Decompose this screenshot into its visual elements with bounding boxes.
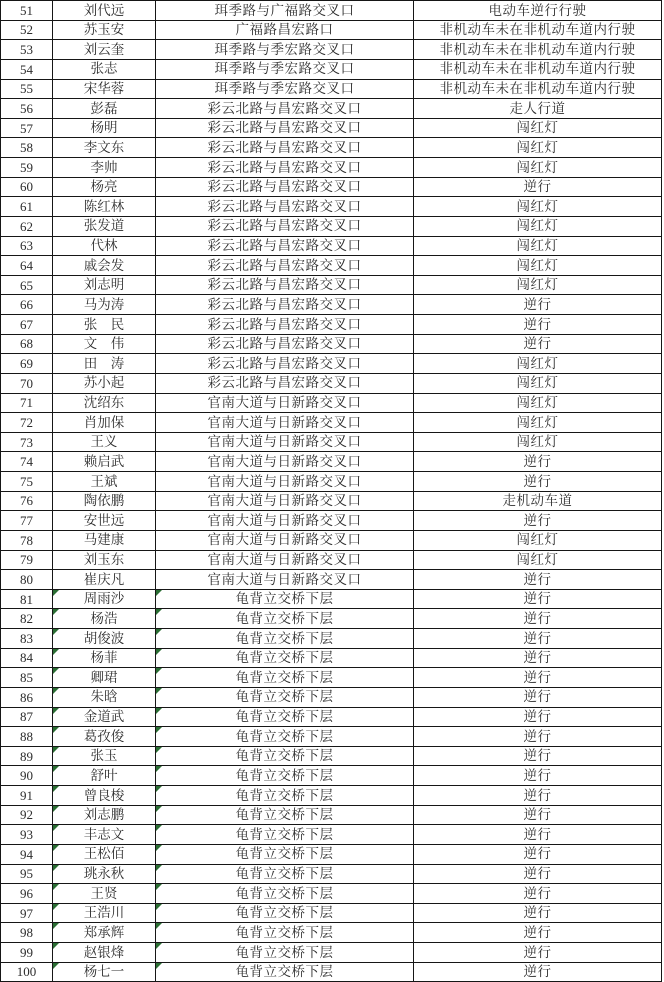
- cell-name[interactable]: 刘志鹏: [53, 806, 156, 825]
- cell-violation[interactable]: 逆行: [414, 884, 662, 903]
- cell-name[interactable]: 王义: [53, 433, 156, 452]
- cell-name[interactable]: 杨亮: [53, 178, 156, 197]
- cell-row-number[interactable]: 51: [1, 1, 53, 20]
- cell-row-number[interactable]: 98: [1, 923, 53, 942]
- cell-location[interactable]: 龟背立交桥下层: [156, 688, 414, 707]
- cell-violation[interactable]: 逆行: [414, 786, 662, 805]
- cell-location[interactable]: 龟背立交桥下层: [156, 786, 414, 805]
- table-row: [1, 551, 662, 571]
- table-row: [1, 766, 662, 786]
- cell-violation[interactable]: 逆行: [414, 511, 662, 530]
- cell-name[interactable]: 陈红林: [53, 197, 156, 216]
- cell-row-number[interactable]: 63: [1, 237, 53, 256]
- cell-location[interactable]: 龟背立交桥下层: [156, 884, 414, 903]
- cell-name[interactable]: 宋华蓉: [53, 80, 156, 99]
- cell-name[interactable]: 周雨沙: [53, 590, 156, 609]
- cell-error-marker-icon: [53, 786, 59, 792]
- table-row: [1, 727, 662, 747]
- cell-row-number[interactable]: 59: [1, 158, 53, 177]
- cell-error-marker-icon: [156, 747, 162, 753]
- table-row: [1, 963, 662, 982]
- cell-violation[interactable]: 闯红灯: [414, 197, 662, 216]
- cell-name[interactable]: 彭磊: [53, 99, 156, 118]
- cell-error-marker-icon: [53, 943, 59, 949]
- cell-violation[interactable]: 闯红灯: [414, 217, 662, 236]
- cell-error-marker-icon: [53, 590, 59, 596]
- cell-row-number[interactable]: 91: [1, 786, 53, 805]
- table-row: [1, 119, 662, 139]
- cell-row-number[interactable]: 83: [1, 629, 53, 648]
- table-row: [1, 865, 662, 885]
- cell-violation[interactable]: 逆行: [414, 295, 662, 314]
- cell-row-number[interactable]: 55: [1, 80, 53, 99]
- cell-violation[interactable]: 逆行: [414, 178, 662, 197]
- cell-name[interactable]: 安世远: [53, 511, 156, 530]
- cell-violation[interactable]: 逆行: [414, 629, 662, 648]
- cell-name[interactable]: 刘代远: [53, 1, 156, 20]
- cell-row-number[interactable]: 78: [1, 531, 53, 550]
- cell-row-number[interactable]: 75: [1, 472, 53, 491]
- cell-violation[interactable]: 逆行: [414, 865, 662, 884]
- cell-violation[interactable]: 闯红灯: [414, 433, 662, 452]
- cell-error-marker-icon: [156, 688, 162, 694]
- cell-error-marker-icon: [156, 649, 162, 655]
- cell-violation[interactable]: 闯红灯: [414, 237, 662, 256]
- cell-violation[interactable]: 逆行: [414, 452, 662, 471]
- table-row: [1, 237, 662, 257]
- table-row: [1, 256, 662, 276]
- cell-violation[interactable]: 逆行: [414, 649, 662, 668]
- cell-violation[interactable]: 非机动车未在非机动车道内行驶: [414, 21, 662, 40]
- cell-location[interactable]: 珥季路与广福路交叉口: [156, 1, 414, 20]
- cell-row-number[interactable]: 85: [1, 668, 53, 687]
- cell-location[interactable]: 官南大道与日新路交叉口: [156, 394, 414, 413]
- table-row: [1, 531, 662, 551]
- cell-location[interactable]: 龟背立交桥下层: [156, 590, 414, 609]
- cell-row-number[interactable]: 52: [1, 21, 53, 40]
- cell-violation[interactable]: 逆行: [414, 609, 662, 628]
- cell-name[interactable]: 张 民: [53, 315, 156, 334]
- cell-name[interactable]: 李文东: [53, 138, 156, 157]
- cell-violation[interactable]: 闯红灯: [414, 531, 662, 550]
- cell-location[interactable]: 龟背立交桥下层: [156, 923, 414, 942]
- cell-error-marker-icon: [53, 727, 59, 733]
- cell-name[interactable]: 刘玉东: [53, 551, 156, 570]
- cell-location[interactable]: 龟背立交桥下层: [156, 865, 414, 884]
- cell-row-number[interactable]: 96: [1, 884, 53, 903]
- cell-name[interactable]: 田 涛: [53, 354, 156, 373]
- cell-row-number[interactable]: 87: [1, 708, 53, 727]
- cell-error-marker-icon: [156, 943, 162, 949]
- cell-location[interactable]: 龟背立交桥下层: [156, 609, 414, 628]
- cell-violation[interactable]: 逆行: [414, 315, 662, 334]
- cell-violation[interactable]: 逆行: [414, 335, 662, 354]
- cell-name[interactable]: 杨七一: [53, 963, 156, 982]
- cell-violation[interactable]: 非机动车未在非机动车道内行驶: [414, 40, 662, 59]
- table-row: [1, 80, 662, 100]
- table-row: [1, 609, 662, 629]
- table-row: [1, 158, 662, 178]
- table-row: [1, 511, 662, 531]
- cell-name[interactable]: 杨明: [53, 119, 156, 138]
- table-row: [1, 649, 662, 669]
- cell-location[interactable]: 龟背立交桥下层: [156, 629, 414, 648]
- cell-row-number[interactable]: 79: [1, 551, 53, 570]
- cell-row-number[interactable]: 76: [1, 492, 53, 511]
- cell-error-marker-icon: [156, 825, 162, 831]
- cell-violation[interactable]: 走机动车道: [414, 492, 662, 511]
- cell-location[interactable]: 龟背立交桥下层: [156, 825, 414, 844]
- cell-name[interactable]: 肖加保: [53, 413, 156, 432]
- cell-location[interactable]: 彩云北路与昌宏路交叉口: [156, 276, 414, 295]
- cell-violation[interactable]: 闯红灯: [414, 256, 662, 275]
- table-row: [1, 629, 662, 649]
- cell-location[interactable]: 珥季路与季宏路交叉口: [156, 80, 414, 99]
- cell-location[interactable]: 龟背立交桥下层: [156, 943, 414, 962]
- cell-error-marker-icon: [156, 884, 162, 890]
- cell-location[interactable]: 彩云北路与昌宏路交叉口: [156, 178, 414, 197]
- table-row: [1, 825, 662, 845]
- cell-error-marker-icon: [53, 845, 59, 851]
- cell-row-number[interactable]: 88: [1, 727, 53, 746]
- cell-name[interactable]: 刘志明: [53, 276, 156, 295]
- cell-violation[interactable]: 逆行: [414, 904, 662, 923]
- cell-name[interactable]: 曾良梭: [53, 786, 156, 805]
- cell-name[interactable]: 苏玉安: [53, 21, 156, 40]
- table-row: [1, 374, 662, 394]
- cell-location[interactable]: 彩云北路与昌宏路交叉口: [156, 374, 414, 393]
- cell-row-number[interactable]: 68: [1, 335, 53, 354]
- cell-name[interactable]: 王斌: [53, 472, 156, 491]
- cell-violation[interactable]: 闯红灯: [414, 354, 662, 373]
- cell-name[interactable]: 郑承辉: [53, 923, 156, 942]
- cell-location[interactable]: 珥季路与季宏路交叉口: [156, 60, 414, 79]
- table-row: [1, 806, 662, 826]
- table-row: [1, 747, 662, 767]
- cell-row-number[interactable]: 60: [1, 178, 53, 197]
- cell-location[interactable]: 龟背立交桥下层: [156, 649, 414, 668]
- cell-violation[interactable]: 逆行: [414, 727, 662, 746]
- cell-error-marker-icon: [53, 747, 59, 753]
- table-row: [1, 492, 662, 512]
- table-row: [1, 99, 662, 119]
- cell-violation[interactable]: 走人行道: [414, 99, 662, 118]
- table-row: [1, 786, 662, 806]
- cell-error-marker-icon: [53, 609, 59, 615]
- cell-location[interactable]: 官南大道与日新路交叉口: [156, 452, 414, 471]
- cell-location[interactable]: 官南大道与日新路交叉口: [156, 531, 414, 550]
- cell-name[interactable]: 丰志文: [53, 825, 156, 844]
- cell-violation[interactable]: 闯红灯: [414, 119, 662, 138]
- cell-name[interactable]: 王贤: [53, 884, 156, 903]
- table-row: [1, 884, 662, 904]
- cell-error-marker-icon: [53, 708, 59, 714]
- table-row: [1, 354, 662, 374]
- cell-error-marker-icon: [53, 884, 59, 890]
- cell-row-number[interactable]: 70: [1, 374, 53, 393]
- cell-location[interactable]: 彩云北路与昌宏路交叉口: [156, 237, 414, 256]
- cell-violation[interactable]: 闯红灯: [414, 276, 662, 295]
- cell-violation[interactable]: 闯红灯: [414, 394, 662, 413]
- cell-name[interactable]: 舒叶: [53, 766, 156, 785]
- cell-location[interactable]: 珥季路与季宏路交叉口: [156, 40, 414, 59]
- cell-location[interactable]: 彩云北路与昌宏路交叉口: [156, 119, 414, 138]
- cell-row-number[interactable]: 53: [1, 40, 53, 59]
- cell-row-number[interactable]: 99: [1, 943, 53, 962]
- cell-row-number[interactable]: 71: [1, 394, 53, 413]
- table-row: [1, 335, 662, 355]
- cell-violation[interactable]: 逆行: [414, 845, 662, 864]
- cell-location[interactable]: 彩云北路与昌宏路交叉口: [156, 315, 414, 334]
- cell-error-marker-icon: [53, 923, 59, 929]
- cell-violation[interactable]: 逆行: [414, 708, 662, 727]
- cell-violation[interactable]: 闯红灯: [414, 374, 662, 393]
- cell-name[interactable]: 李帅: [53, 158, 156, 177]
- cell-error-marker-icon: [156, 845, 162, 851]
- cell-violation[interactable]: 逆行: [414, 825, 662, 844]
- cell-violation[interactable]: 逆行: [414, 472, 662, 491]
- cell-name[interactable]: 朱晗: [53, 688, 156, 707]
- table-row: [1, 433, 662, 453]
- cell-error-marker-icon: [53, 668, 59, 674]
- cell-error-marker-icon: [53, 865, 59, 871]
- cell-violation[interactable]: 逆行: [414, 923, 662, 942]
- cell-row-number[interactable]: 80: [1, 570, 53, 589]
- table-row: [1, 21, 662, 41]
- cell-row-number[interactable]: 86: [1, 688, 53, 707]
- table-row: [1, 668, 662, 688]
- cell-location[interactable]: 彩云北路与昌宏路交叉口: [156, 295, 414, 314]
- cell-name[interactable]: 崔庆凡: [53, 570, 156, 589]
- cell-row-number[interactable]: 94: [1, 845, 53, 864]
- cell-row-number[interactable]: 89: [1, 747, 53, 766]
- cell-violation[interactable]: 逆行: [414, 570, 662, 589]
- cell-row-number[interactable]: 62: [1, 217, 53, 236]
- cell-violation[interactable]: 逆行: [414, 590, 662, 609]
- cell-location[interactable]: 广福路昌宏路口: [156, 21, 414, 40]
- cell-location[interactable]: 彩云北路与昌宏路交叉口: [156, 354, 414, 373]
- cell-location[interactable]: 彩云北路与昌宏路交叉口: [156, 197, 414, 216]
- cell-violation[interactable]: 逆行: [414, 688, 662, 707]
- cell-location[interactable]: 彩云北路与昌宏路交叉口: [156, 217, 414, 236]
- cell-location[interactable]: 官南大道与日新路交叉口: [156, 570, 414, 589]
- cell-error-marker-icon: [156, 708, 162, 714]
- cell-name[interactable]: 马建康: [53, 531, 156, 550]
- cell-error-marker-icon: [156, 923, 162, 929]
- table-row: [1, 276, 662, 296]
- cell-violation[interactable]: 闯红灯: [414, 413, 662, 432]
- cell-error-marker-icon: [156, 590, 162, 596]
- cell-error-marker-icon: [53, 766, 59, 772]
- cell-name[interactable]: 赵银烽: [53, 943, 156, 962]
- cell-row-number[interactable]: 93: [1, 825, 53, 844]
- cell-violation[interactable]: 电动车逆行行驶: [414, 1, 662, 20]
- cell-violation[interactable]: 非机动车未在非机动车道内行驶: [414, 60, 662, 79]
- cell-row-number[interactable]: 97: [1, 904, 53, 923]
- table-row: [1, 394, 662, 414]
- cell-location[interactable]: 彩云北路与昌宏路交叉口: [156, 256, 414, 275]
- cell-name[interactable]: 杨浩: [53, 609, 156, 628]
- cell-name[interactable]: 王松佰: [53, 845, 156, 864]
- cell-row-number[interactable]: 69: [1, 354, 53, 373]
- cell-row-number[interactable]: 65: [1, 276, 53, 295]
- table-row: [1, 590, 662, 610]
- cell-row-number[interactable]: 66: [1, 295, 53, 314]
- cell-location[interactable]: 官南大道与日新路交叉口: [156, 413, 414, 432]
- cell-name[interactable]: 张玉: [53, 747, 156, 766]
- cell-violation[interactable]: 闯红灯: [414, 551, 662, 570]
- cell-row-number[interactable]: 95: [1, 865, 53, 884]
- cell-error-marker-icon: [53, 688, 59, 694]
- cell-location[interactable]: 官南大道与日新路交叉口: [156, 551, 414, 570]
- table-row: [1, 923, 662, 943]
- cell-name[interactable]: 金道武: [53, 708, 156, 727]
- cell-location[interactable]: 彩云北路与昌宏路交叉口: [156, 335, 414, 354]
- cell-location[interactable]: 龟背立交桥下层: [156, 727, 414, 746]
- cell-name[interactable]: 陶依鹏: [53, 492, 156, 511]
- cell-name[interactable]: 杨菲: [53, 649, 156, 668]
- cell-name[interactable]: 苏小起: [53, 374, 156, 393]
- cell-row-number[interactable]: 82: [1, 609, 53, 628]
- cell-location[interactable]: 官南大道与日新路交叉口: [156, 433, 414, 452]
- cell-row-number[interactable]: 74: [1, 452, 53, 471]
- table-row: [1, 413, 662, 433]
- cell-error-marker-icon: [156, 609, 162, 615]
- cell-location[interactable]: 龟背立交桥下层: [156, 806, 414, 825]
- cell-name[interactable]: 赖启武: [53, 452, 156, 471]
- cell-row-number[interactable]: 56: [1, 99, 53, 118]
- cell-row-number[interactable]: 81: [1, 590, 53, 609]
- cell-violation[interactable]: 逆行: [414, 806, 662, 825]
- cell-error-marker-icon: [53, 963, 59, 969]
- cell-row-number[interactable]: 64: [1, 256, 53, 275]
- table-row: [1, 178, 662, 198]
- cell-row-number[interactable]: 73: [1, 433, 53, 452]
- cell-row-number[interactable]: 57: [1, 119, 53, 138]
- cell-location[interactable]: 官南大道与日新路交叉口: [156, 492, 414, 511]
- table-row: [1, 60, 662, 80]
- cell-error-marker-icon: [156, 727, 162, 733]
- cell-name[interactable]: 胡俊波: [53, 629, 156, 648]
- cell-name[interactable]: 戚会发: [53, 256, 156, 275]
- cell-name[interactable]: 张发道: [53, 217, 156, 236]
- cell-location[interactable]: 龟背立交桥下层: [156, 766, 414, 785]
- table-row: [1, 197, 662, 217]
- cell-error-marker-icon: [53, 904, 59, 910]
- cell-name[interactable]: 刘云奎: [53, 40, 156, 59]
- cell-location[interactable]: 彩云北路与昌宏路交叉口: [156, 138, 414, 157]
- cell-name[interactable]: 王浩川: [53, 904, 156, 923]
- table-row: [1, 688, 662, 708]
- cell-violation[interactable]: 逆行: [414, 963, 662, 982]
- table-row: [1, 138, 662, 158]
- cell-name[interactable]: 马为涛: [53, 295, 156, 314]
- table-row: [1, 904, 662, 924]
- table-row: [1, 217, 662, 237]
- cell-violation[interactable]: 逆行: [414, 943, 662, 962]
- cell-error-marker-icon: [156, 766, 162, 772]
- cell-error-marker-icon: [156, 963, 162, 969]
- cell-error-marker-icon: [156, 904, 162, 910]
- cell-location[interactable]: 龟背立交桥下层: [156, 963, 414, 982]
- cell-name[interactable]: 文 伟: [53, 335, 156, 354]
- cell-row-number[interactable]: 61: [1, 197, 53, 216]
- cell-error-marker-icon: [156, 806, 162, 812]
- cell-location[interactable]: 龟背立交桥下层: [156, 845, 414, 864]
- cell-location[interactable]: 官南大道与日新路交叉口: [156, 511, 414, 530]
- table-row: [1, 40, 662, 60]
- cell-location[interactable]: 龟背立交桥下层: [156, 668, 414, 687]
- cell-row-number[interactable]: 90: [1, 766, 53, 785]
- cell-violation[interactable]: 逆行: [414, 747, 662, 766]
- table-row: [1, 845, 662, 865]
- cell-error-marker-icon: [53, 629, 59, 635]
- cell-location[interactable]: 龟背立交桥下层: [156, 708, 414, 727]
- cell-violation[interactable]: 逆行: [414, 766, 662, 785]
- cell-name[interactable]: 沈绍东: [53, 394, 156, 413]
- cell-location[interactable]: 官南大道与日新路交叉口: [156, 472, 414, 491]
- cell-name[interactable]: 珧永秋: [53, 865, 156, 884]
- cell-row-number[interactable]: 92: [1, 806, 53, 825]
- table-row: [1, 943, 662, 963]
- table-row: [1, 1, 662, 21]
- cell-name[interactable]: 卿珺: [53, 668, 156, 687]
- cell-row-number[interactable]: 58: [1, 138, 53, 157]
- cell-name[interactable]: 张志: [53, 60, 156, 79]
- cell-error-marker-icon: [53, 806, 59, 812]
- cell-name[interactable]: 葛孜俊: [53, 727, 156, 746]
- cell-location[interactable]: 龟背立交桥下层: [156, 904, 414, 923]
- cell-violation[interactable]: 闯红灯: [414, 158, 662, 177]
- table-row: [1, 570, 662, 590]
- cell-error-marker-icon: [53, 825, 59, 831]
- cell-row-number[interactable]: 84: [1, 649, 53, 668]
- table-row: [1, 472, 662, 492]
- cell-error-marker-icon: [156, 865, 162, 871]
- cell-location[interactable]: 龟背立交桥下层: [156, 747, 414, 766]
- table-row: [1, 295, 662, 315]
- cell-name[interactable]: 代林: [53, 237, 156, 256]
- cell-error-marker-icon: [156, 786, 162, 792]
- cell-row-number[interactable]: 100: [1, 963, 53, 982]
- cell-violation[interactable]: 逆行: [414, 668, 662, 687]
- cell-location[interactable]: 彩云北路与昌宏路交叉口: [156, 99, 414, 118]
- cell-row-number[interactable]: 72: [1, 413, 53, 432]
- cell-row-number[interactable]: 77: [1, 511, 53, 530]
- cell-error-marker-icon: [156, 629, 162, 635]
- cell-error-marker-icon: [156, 668, 162, 674]
- cell-violation[interactable]: 闯红灯: [414, 138, 662, 157]
- cell-row-number[interactable]: 67: [1, 315, 53, 334]
- table-row: [1, 452, 662, 472]
- table-row: [1, 315, 662, 335]
- cell-error-marker-icon: [53, 649, 59, 655]
- cell-violation[interactable]: 非机动车未在非机动车道内行驶: [414, 80, 662, 99]
- table-row: [1, 708, 662, 728]
- cell-location[interactable]: 彩云北路与昌宏路交叉口: [156, 158, 414, 177]
- cell-row-number[interactable]: 54: [1, 60, 53, 79]
